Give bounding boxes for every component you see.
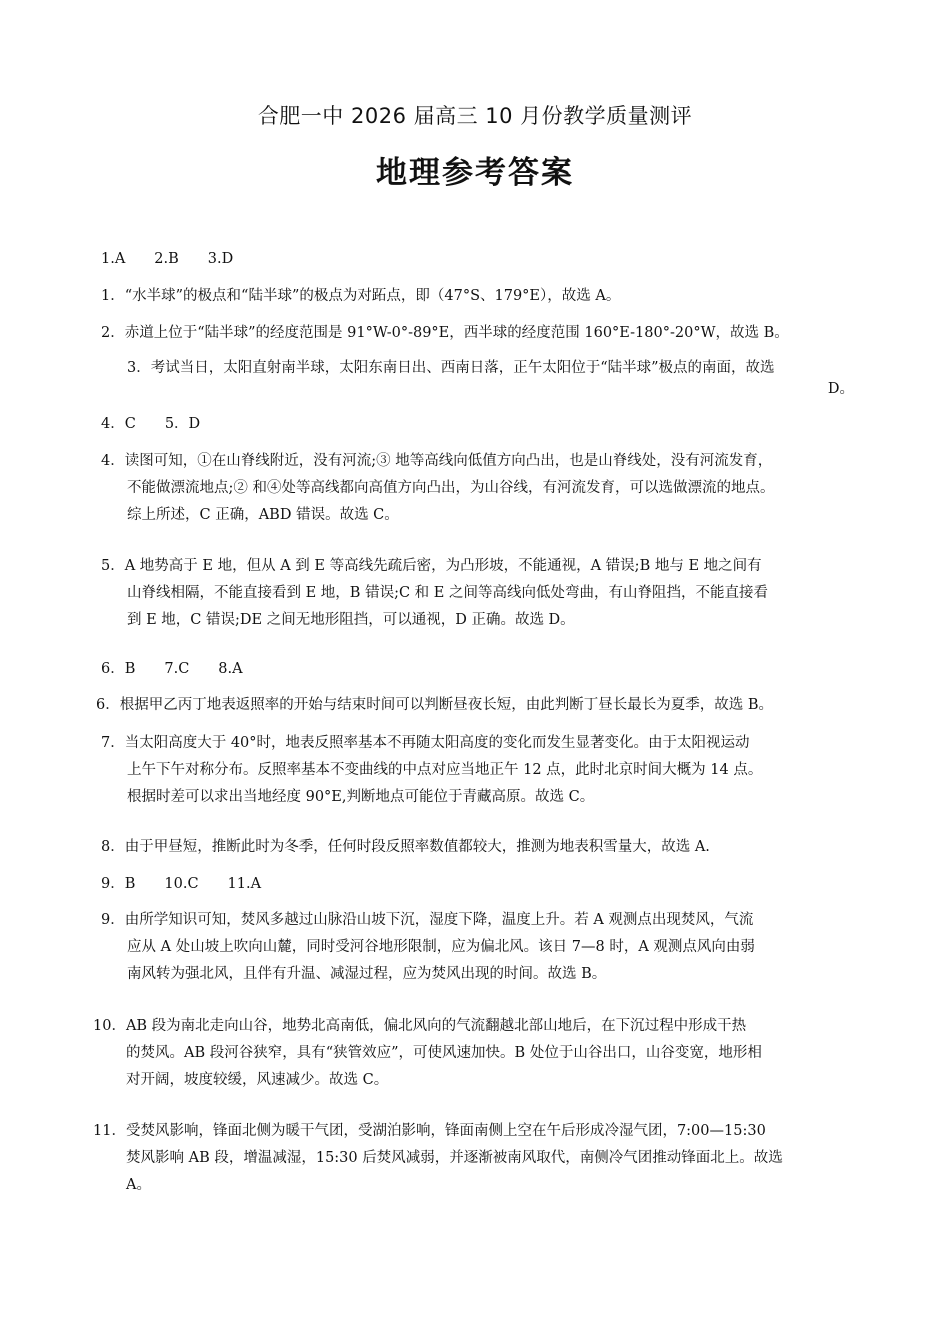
explanation-q10-line2: 的焚风。AB 段河谷狭窄，具有“狭管效应”，可使风速加快。B 处位于山谷出口，山谷变宽，地形相 — [126, 1045, 762, 1061]
document-subtitle: 地理参考答案 — [376, 155, 574, 191]
explanation-q4-line1: 4．读图可知，①在山脊线附近，没有河流;③ 地等高线向低值方向凸出，也是山脊线处，没有河流发育， — [101, 453, 773, 469]
explanation-q9-line2: 应从 A 处山坡上吹向山麓，同时受河谷地形限制，应为偏北风。该日 7—8 时，A 观测点风向由弱 — [127, 939, 755, 955]
answer-row-1-3: 1.A 2.B 3.D — [101, 251, 234, 267]
explanation-q10-line1: 10．AB 段为南北走向山谷，地势北高南低，偏北风向的气流翻越北部山地后，在下沉过程中形成干热 — [93, 1018, 747, 1034]
explanation-q10-line3: 对开阔，坡度较缓，风速减少。故选 C。 — [126, 1072, 389, 1088]
answer-row-4-5: 4．C 5．D — [101, 416, 201, 432]
explanation-q2: 2．赤道上位于“陆半球”的经度范围是 91°W-0°-89°E，西半球的经度范围 160°E-180°-20°W，故选 B。 — [101, 325, 789, 341]
explanation-q5-line3: 到 E 地，C 错误;DE 之间无地形阻挡，可以通视，D 正确。故选 D。 — [127, 612, 575, 628]
explanation-q4 — [101, 448, 775, 529]
answer-row-9-11: 9．B 10.C 11.A — [101, 876, 262, 892]
explanation-q11-line2: 焚风影响 AB 段，增温减湿，15:30 后焚风减弱，并逐渐被南风取代，南侧冷气团推动锋面北上。故选 — [126, 1150, 783, 1166]
explanation-q8: 8．由于甲昼短，推断此时为冬季，任何时段反照率数值都较大，推测为地表积雪量大，故选 A. — [101, 839, 710, 855]
explanation-q5-line1: 5．A 地势高于 E 地，但从 A 到 E 等高线先疏后密，为凸形坡，不能通视，A 错误;B 地与 E 地之间有 — [101, 558, 762, 574]
explanation-q7-line3: 根据时差可以求出当地经度 90°E,判断地点可能位于青藏高原。故选 C。 — [127, 789, 595, 805]
explanation-q3-line1: 3．考试当日，太阳直射南半球，太阳东南日出、西南日落，正午太阳位于“陆半球”极点的南面，故选 — [127, 360, 775, 376]
explanation-q7 — [101, 730, 762, 811]
explanation-q5 — [101, 553, 768, 634]
explanation-q9-line1: 9．由所学知识可知，焚风多越过山脉沿山坡下沉，湿度下降，温度上升。若 A 观测点出现焚风，气流 — [101, 912, 754, 928]
explanation-q9-line3: 南风转为强北风，且伴有升温、减湿过程，应为焚风出现的时间。故选 B。 — [127, 966, 607, 982]
exam-title: 合肥一中 2026 届高三 10 月份教学质量测评 — [257, 104, 693, 128]
explanation-q1: 1．“水半球”的极点和“陆半球”的极点为对跖点，即（47°S、179°E），故选 A。 — [101, 288, 621, 304]
explanation-q3-line2: D。 — [827, 381, 854, 397]
answer-row-6-8: 6．B 7.C 8.A — [101, 661, 243, 677]
explanation-q9 — [101, 907, 755, 988]
explanation-q11-line3: A。 — [126, 1177, 151, 1193]
explanation-q11-line1: 11．受焚风影响，锋面北侧为暖干气团，受湖泊影响，锋面南侧上空在午后形成冷湿气团，7:00—15:30 — [93, 1123, 766, 1139]
explanation-q11 — [93, 1118, 783, 1199]
explanation-q4-line2: 不能做漂流地点;② 和④处等高线都向高值方向凸出，为山谷线，有河流发育，可以选做漂流的地点。 — [127, 480, 775, 496]
explanation-q4-line3: 综上所述，C 正确，ABD 错误。故选 C。 — [127, 507, 399, 523]
explanation-q10 — [93, 1013, 762, 1094]
explanation-q6: 6．根据甲乙丙丁地表返照率的开始与结束时间可以判断昼夜长短，由此判断丁昼长最长为夏季，故选 B。 — [96, 697, 773, 713]
explanation-q7-line2: 上午下午对称分布。反照率基本不变曲线的中点对应当地正午 12 点，此时北京时间大概为 14 点。 — [127, 762, 763, 778]
explanation-q7-line1: 7．当太阳高度大于 40°时，地表反照率基本不再随太阳高度的变化而发生显著变化。由于太阳视运动 — [101, 735, 750, 751]
explanation-q5-line2: 山脊线相隔，不能直接看到 E 地，B 错误;C 和 E 之间等高线向低处弯曲，有山脊阻挡，不能直接看 — [127, 585, 768, 601]
